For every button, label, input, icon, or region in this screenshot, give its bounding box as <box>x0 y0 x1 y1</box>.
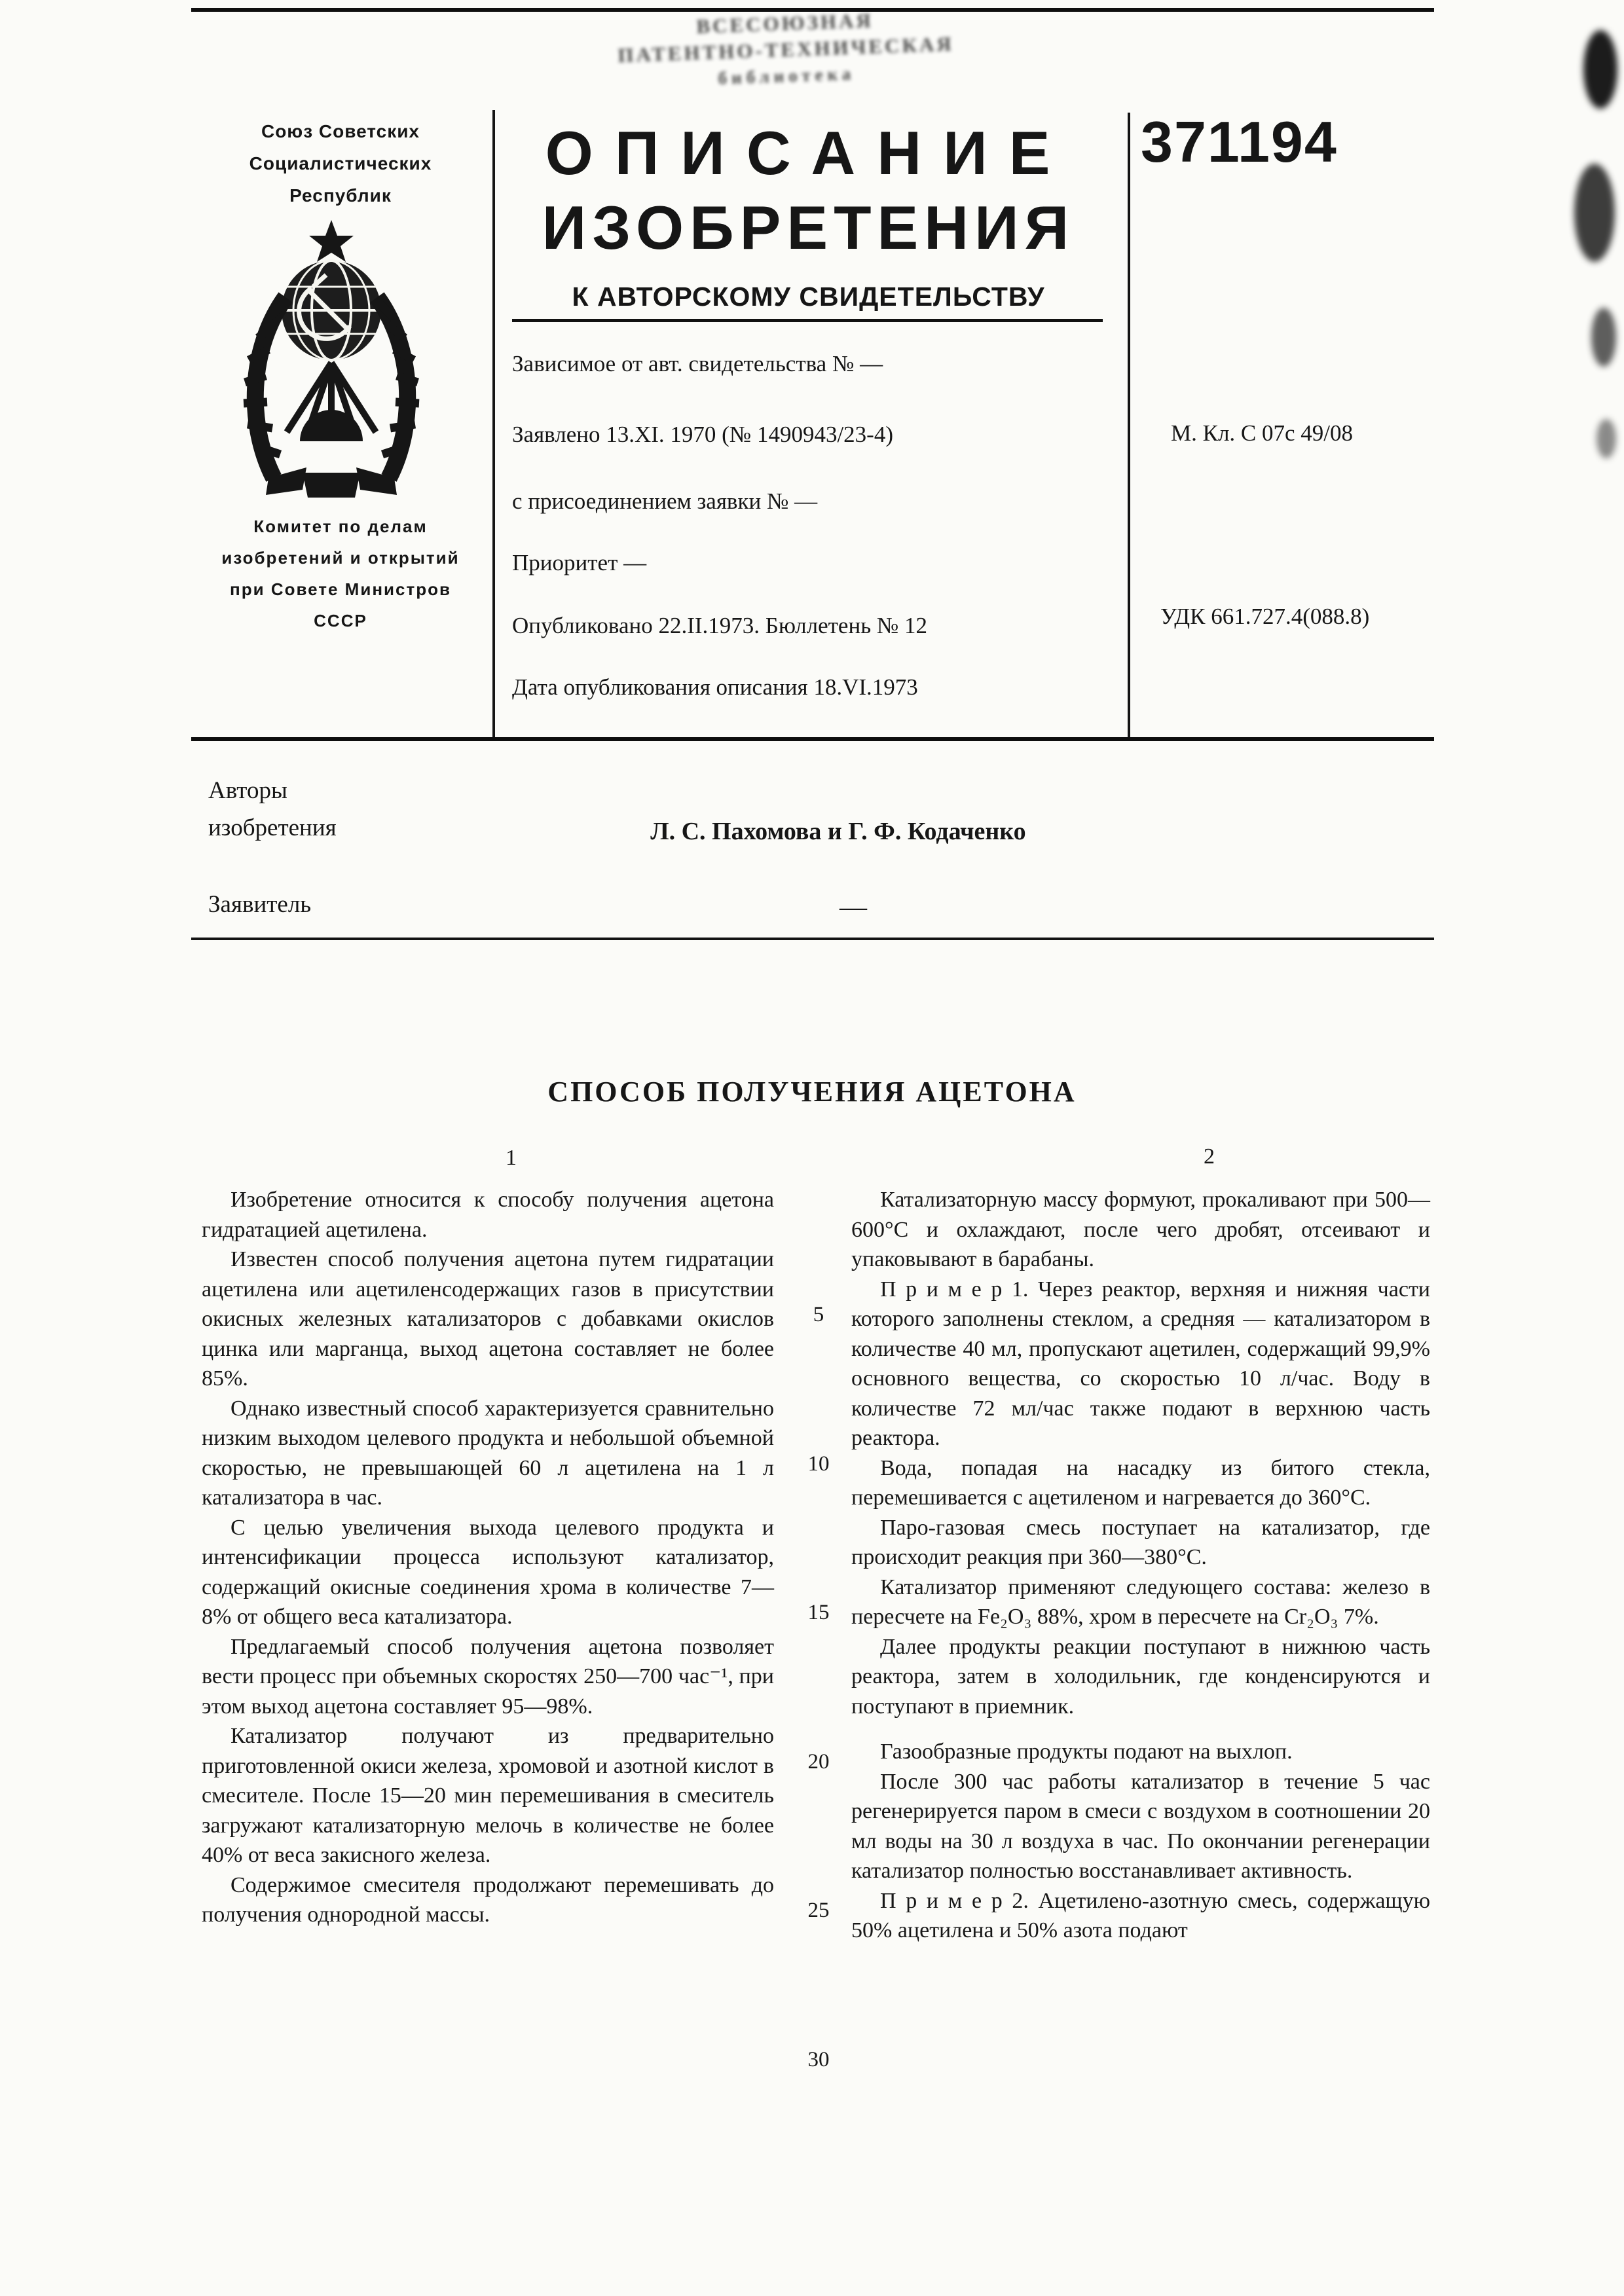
authors-label: изобретения <box>208 814 337 841</box>
body-paragraph: Предлагаемый способ получения ацетона позволяет вести процесс при объемных скоростях 250—700 час⁻¹, при этом выход ацетона составляет 95—98%. <box>202 1634 774 1719</box>
bibliographic-field: с присоединением заявки № — <box>512 488 818 514</box>
body-paragraph: Газообразные продукты подают на выхлоп. <box>880 1740 1293 1764</box>
line-number: 20 <box>807 1750 830 1774</box>
line-number-gutter <box>794 1185 843 2102</box>
line-number: 10 <box>807 1452 830 1476</box>
document-type-line2: ИЗОБРЕТЕНИЯ <box>542 193 1075 262</box>
bibliographic-field: Опубликовано 22.II.1973. Бюллетень № 12 <box>512 613 928 638</box>
issuer-line: Социалистических <box>249 153 432 173</box>
column-number-right: 2 <box>1204 1144 1215 1169</box>
authors-bottom-rule <box>191 938 1434 940</box>
body-paragraph: Вода, попадая на насадку из битого стекла, перемешивается с ацетиленом и нагревается до 360°С. <box>851 1455 1430 1510</box>
ipc-classification: М. Кл. С 07с 49/08 <box>1171 420 1354 446</box>
scan-artifact <box>1596 419 1616 458</box>
body-paragraph: Катализатор получают из предварительно приготовленной окиси железа, хромовой и азотной кислот в смесителе. После 15—20 мин перемешивания в смеситель загружают катализаторную мелочь в количестве не более 40% от веса закисного железа. <box>202 1724 774 1867</box>
body-paragraph: После 300 час работы катализатор в течение 5 час регенерируется паром в смеси с воздухом в соотношении 20 мл воды на 30 л воздуха в час. По окончании регенерации катализатор полностью восстанавливает активность. <box>851 1769 1430 1883</box>
header-divider-right <box>1128 113 1130 740</box>
line-number: 15 <box>807 1601 830 1624</box>
document-type-line1: ОПИСАНИЕ <box>545 118 1072 187</box>
committee-line: Комитет по делам <box>253 517 428 536</box>
body-paragraph: Содержимое смесителя продолжают перемешивать до получения однородной массы. <box>202 1872 774 1927</box>
scan-artifact <box>1591 308 1616 367</box>
committee-name <box>189 511 492 636</box>
ussr-state-emblem-icon <box>233 211 430 505</box>
body-column-left <box>202 1185 774 1930</box>
bibliographic-field: Зависимое от авт. свидетельства № — <box>512 351 883 376</box>
body-paragraph: Известен способ получения ацетона путем гидратации ацетилена или ацетиленсодержащих газов в присутствии окисных железных катализаторов с добавками окислов цинка или марганца, выход ацетона составляет не более 85%. <box>202 1247 774 1391</box>
body-paragraph: Паро-газовая смесь поступает на катализатор, где происходит реакция при 360—380°С. <box>851 1515 1430 1569</box>
body-paragraph: Далее продукты реакции поступают в нижнюю часть реактора, затем в холодильник, где конденсируются и поступают в приемник. <box>851 1634 1430 1719</box>
bibliographic-field: Заявлено 13.XI. 1970 (№ 1490943/23-4) <box>512 422 893 447</box>
scan-artifact <box>1583 30 1617 109</box>
body-paragraph <box>851 1721 1430 1737</box>
library-stamp-line: ПАТЕНТНО-ТЕХНИЧЕСКАЯ <box>617 32 955 67</box>
scan-artifact <box>1574 164 1615 262</box>
line-number: 25 <box>807 1899 830 1922</box>
body-paragraph: Катализаторную массу формуют, прокаливают при 500—600°С и охлаждают, после чего дробят, отсеивают и упаковывают в барабаны. <box>851 1188 1430 1271</box>
library-stamp-line: библиотека <box>718 64 856 88</box>
issuer-line: Республик <box>289 185 392 206</box>
line-number: 30 <box>807 2048 830 2071</box>
committee-line: СССР <box>314 611 367 630</box>
bibliographic-fields <box>512 0 1128 740</box>
line-number: 5 <box>813 1303 824 1326</box>
body-paragraph: Катализатор применяют следующего состава: железо в пересчете на Fe₂O₃ 88%, хром в пересчете на Cr₂O₃ 7%. <box>851 1575 1430 1629</box>
issuer-name <box>194 115 487 211</box>
body-column-right <box>851 1185 1430 1946</box>
header-bottom-rule <box>191 737 1434 741</box>
authors-label: Авторы <box>208 777 287 804</box>
issuer-line: Союз Советских <box>261 121 420 141</box>
body-paragraph: Однако известный способ характеризуется сравнительно низким выходом целевого продукта и небольшой объемной скоростью, не превышающей 60 л ацетилена на 1 л катализатора в час. <box>202 1396 774 1510</box>
library-stamp-line: ВСЕСОЮЗНАЯ <box>695 9 874 38</box>
certificate-subtitle: К АВТОРСКОМУ СВИДЕТЕЛЬСТВУ <box>572 282 1045 312</box>
body-paragraph: П р и м е р 1. Через реактор, верхняя и нижняя части которого заполнены стеклом, а средняя — катализатором в количестве 40 мл, пропускают ацетилен, содержащий 99,9% основного вещества, со скоростью 10 л/час. Воду в количестве 72 мл/час также подают в верхнюю часть реактора. <box>851 1277 1430 1450</box>
column-number-left: 1 <box>506 1146 517 1170</box>
patent-number: 371194 <box>1141 109 1338 174</box>
authors-names: Л. С. Пахомова и Г. Ф. Кодаченко <box>650 818 1026 845</box>
body-paragraph: Изобретение относится к способу получения ацетона гидратацией ацетилена. <box>202 1188 774 1242</box>
body-paragraph: П р и м е р 2. Ацетилено-азотную смесь, содержащую 50% ацетилена и 50% азота подают <box>851 1888 1430 1942</box>
bibliographic-field: Приоритет — <box>512 550 647 575</box>
committee-line: изобретений и открытий <box>221 548 460 568</box>
body-paragraph: С целью увеличения выхода целевого продукта и интенсификации процесса используют катализатор, содержащий окисные соединения хрома в количестве 7—8% от общего веса катализатора. <box>202 1515 774 1629</box>
applicant-label: Заявитель <box>208 891 312 918</box>
header-divider-left <box>492 110 495 740</box>
bibliographic-field: Дата опубликования описания 18.VI.1973 <box>512 674 918 700</box>
applicant-value: — <box>840 892 867 922</box>
udc-code: УДК 661.727.4(088.8) <box>1160 604 1370 629</box>
committee-line: при Совете Министров <box>230 579 451 599</box>
invention-title: СПОСОБ ПОЛУЧЕНИЯ АЦЕТОНА <box>547 1076 1077 1108</box>
